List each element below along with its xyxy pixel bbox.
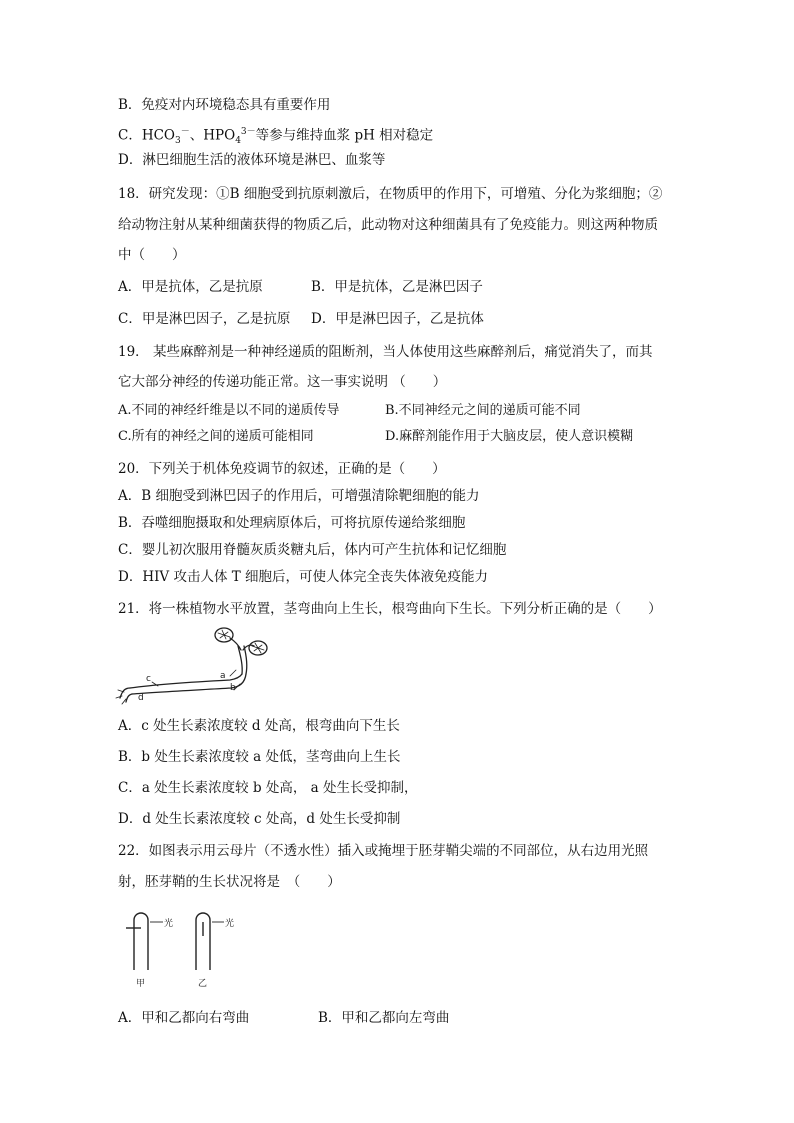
q17-sup-3minus: 3－ (240, 127, 256, 137)
q17-option-c (118, 123, 433, 150)
q19-stem-line2: 它大部分神经的传递功能正常。这一事实说明 （ ） (118, 374, 447, 390)
q22-option-a: A．甲和乙都向右弯曲 (118, 1010, 250, 1026)
q22-label-light-1: 光 (164, 919, 174, 929)
q19-option-c: C.所有的神经之间的递质可能相同 (118, 429, 314, 444)
q17-option-c-post: 等参与维持血浆 pH 相对稳定 (255, 127, 434, 144)
q19-stem-line1: 19． 某些麻醉剂是一种神经递质的阻断剂，当人体使用这些麻醉剂后，痛觉消失了，而其 (118, 344, 653, 360)
q21-option-c: C．a 处生长素浓度较 b 处高， a 处生长受抑制， (118, 780, 418, 796)
q17-sub-4: 4 (235, 136, 241, 147)
q17-option-c-pre: C．HCO (118, 127, 175, 144)
q20-option-c: C．婴儿初次服用脊髓灰质炎糖丸后，体内可产生抗体和记忆细胞 (118, 542, 507, 558)
q18-option-a: A．甲是抗体，乙是抗原 (118, 279, 263, 295)
q17-option-b: B．免疫对内环境稳态具有重要作用 (118, 97, 331, 113)
q19-option-b: B.不同神经元之间的递质可能不同 (385, 403, 581, 418)
q22-label-jia: 甲 (136, 979, 146, 989)
q20-option-a: A．B 细胞受到淋巴因子的作用后，可增强清除靶细胞的能力 (118, 488, 480, 504)
q18-stem-line1: 18．研究发现：①B 细胞受到抗原刺激后，在物质甲的作用下，可增殖、分化为浆细胞；② (118, 186, 663, 202)
q22-label-light-2: 光 (225, 919, 235, 929)
q19-option-a: A.不同的神经纤维是以不同的递质传导 (118, 403, 340, 418)
q21-option-b: B．b 处生长素浓度较 a 处低，茎弯曲向上生长 (118, 749, 401, 765)
q18-option-d: D．甲是淋巴因子，乙是抗体 (311, 311, 484, 327)
q19-option-d: D.麻醉剂能作用于大脑皮层，使人意识模糊 (385, 429, 634, 444)
q20-option-b: B．吞噬细胞摄取和处理病原体后，可将抗原传递给浆细胞 (118, 515, 466, 531)
q22-coleoptile-figure (118, 902, 248, 992)
q17-option-d: D．淋巴细胞生活的液体环境是淋巴、血浆等 (118, 152, 386, 168)
q22-label-yi: 乙 (198, 979, 208, 989)
q21-label-d: d (138, 693, 144, 703)
q21-plant-figure (112, 624, 272, 708)
q21-label-b: b (230, 683, 236, 693)
q17-sub-3: 3 (175, 136, 181, 147)
q22-coleoptile-yi (196, 913, 210, 970)
q21-stem: 21．将一株植物水平放置，茎弯曲向上生长，根弯曲向下生长。下列分析正确的是（ ） (118, 601, 662, 617)
q22-stem-line1: 22．如图表示用云母片（不透水性）插入或掩埋于胚芽鞘尖端的不同部位，从右边用光照 (118, 843, 649, 859)
q18-stem-line3: 中（ ） (118, 247, 186, 263)
q18-stem-line2: 给动物注射从某种细菌获得的物质乙后，此动物对这种细菌具有了免疫能力。则这两种物质 (118, 217, 658, 233)
q18-option-b: B．甲是抗体，乙是淋巴因子 (311, 279, 483, 295)
q20-stem: 20．下列关于机体免疫调节的叙述，正确的是（ ） (118, 461, 446, 477)
q17-option-c-mid: 、HPO (189, 127, 236, 144)
q21-label-c: c (146, 674, 151, 684)
q21-option-a: A．c 处生长素浓度较 d 处高，根弯曲向下生长 (118, 718, 400, 734)
q22-stem-line2: 射，胚芽鞘的生长状况将是 （ ） (118, 874, 341, 890)
q20-option-d: D．HIV 攻击人体 T 细胞后，可使人体完全丧失体液免疫能力 (118, 569, 489, 585)
q21-label-a: a (220, 671, 226, 681)
q21-option-d: D．d 处生长素浓度较 c 处高，d 处生长受抑制 (118, 811, 401, 827)
q21-root-lower (126, 694, 132, 702)
q22-option-b: B．甲和乙都向左弯曲 (318, 1010, 450, 1026)
q21-stem-bend-right (244, 646, 247, 674)
q18-option-c: C．甲是淋巴因子，乙是抗原 (118, 311, 291, 327)
q17-sup-minus: － (180, 127, 190, 137)
q22-coleoptile-jia (134, 913, 148, 970)
